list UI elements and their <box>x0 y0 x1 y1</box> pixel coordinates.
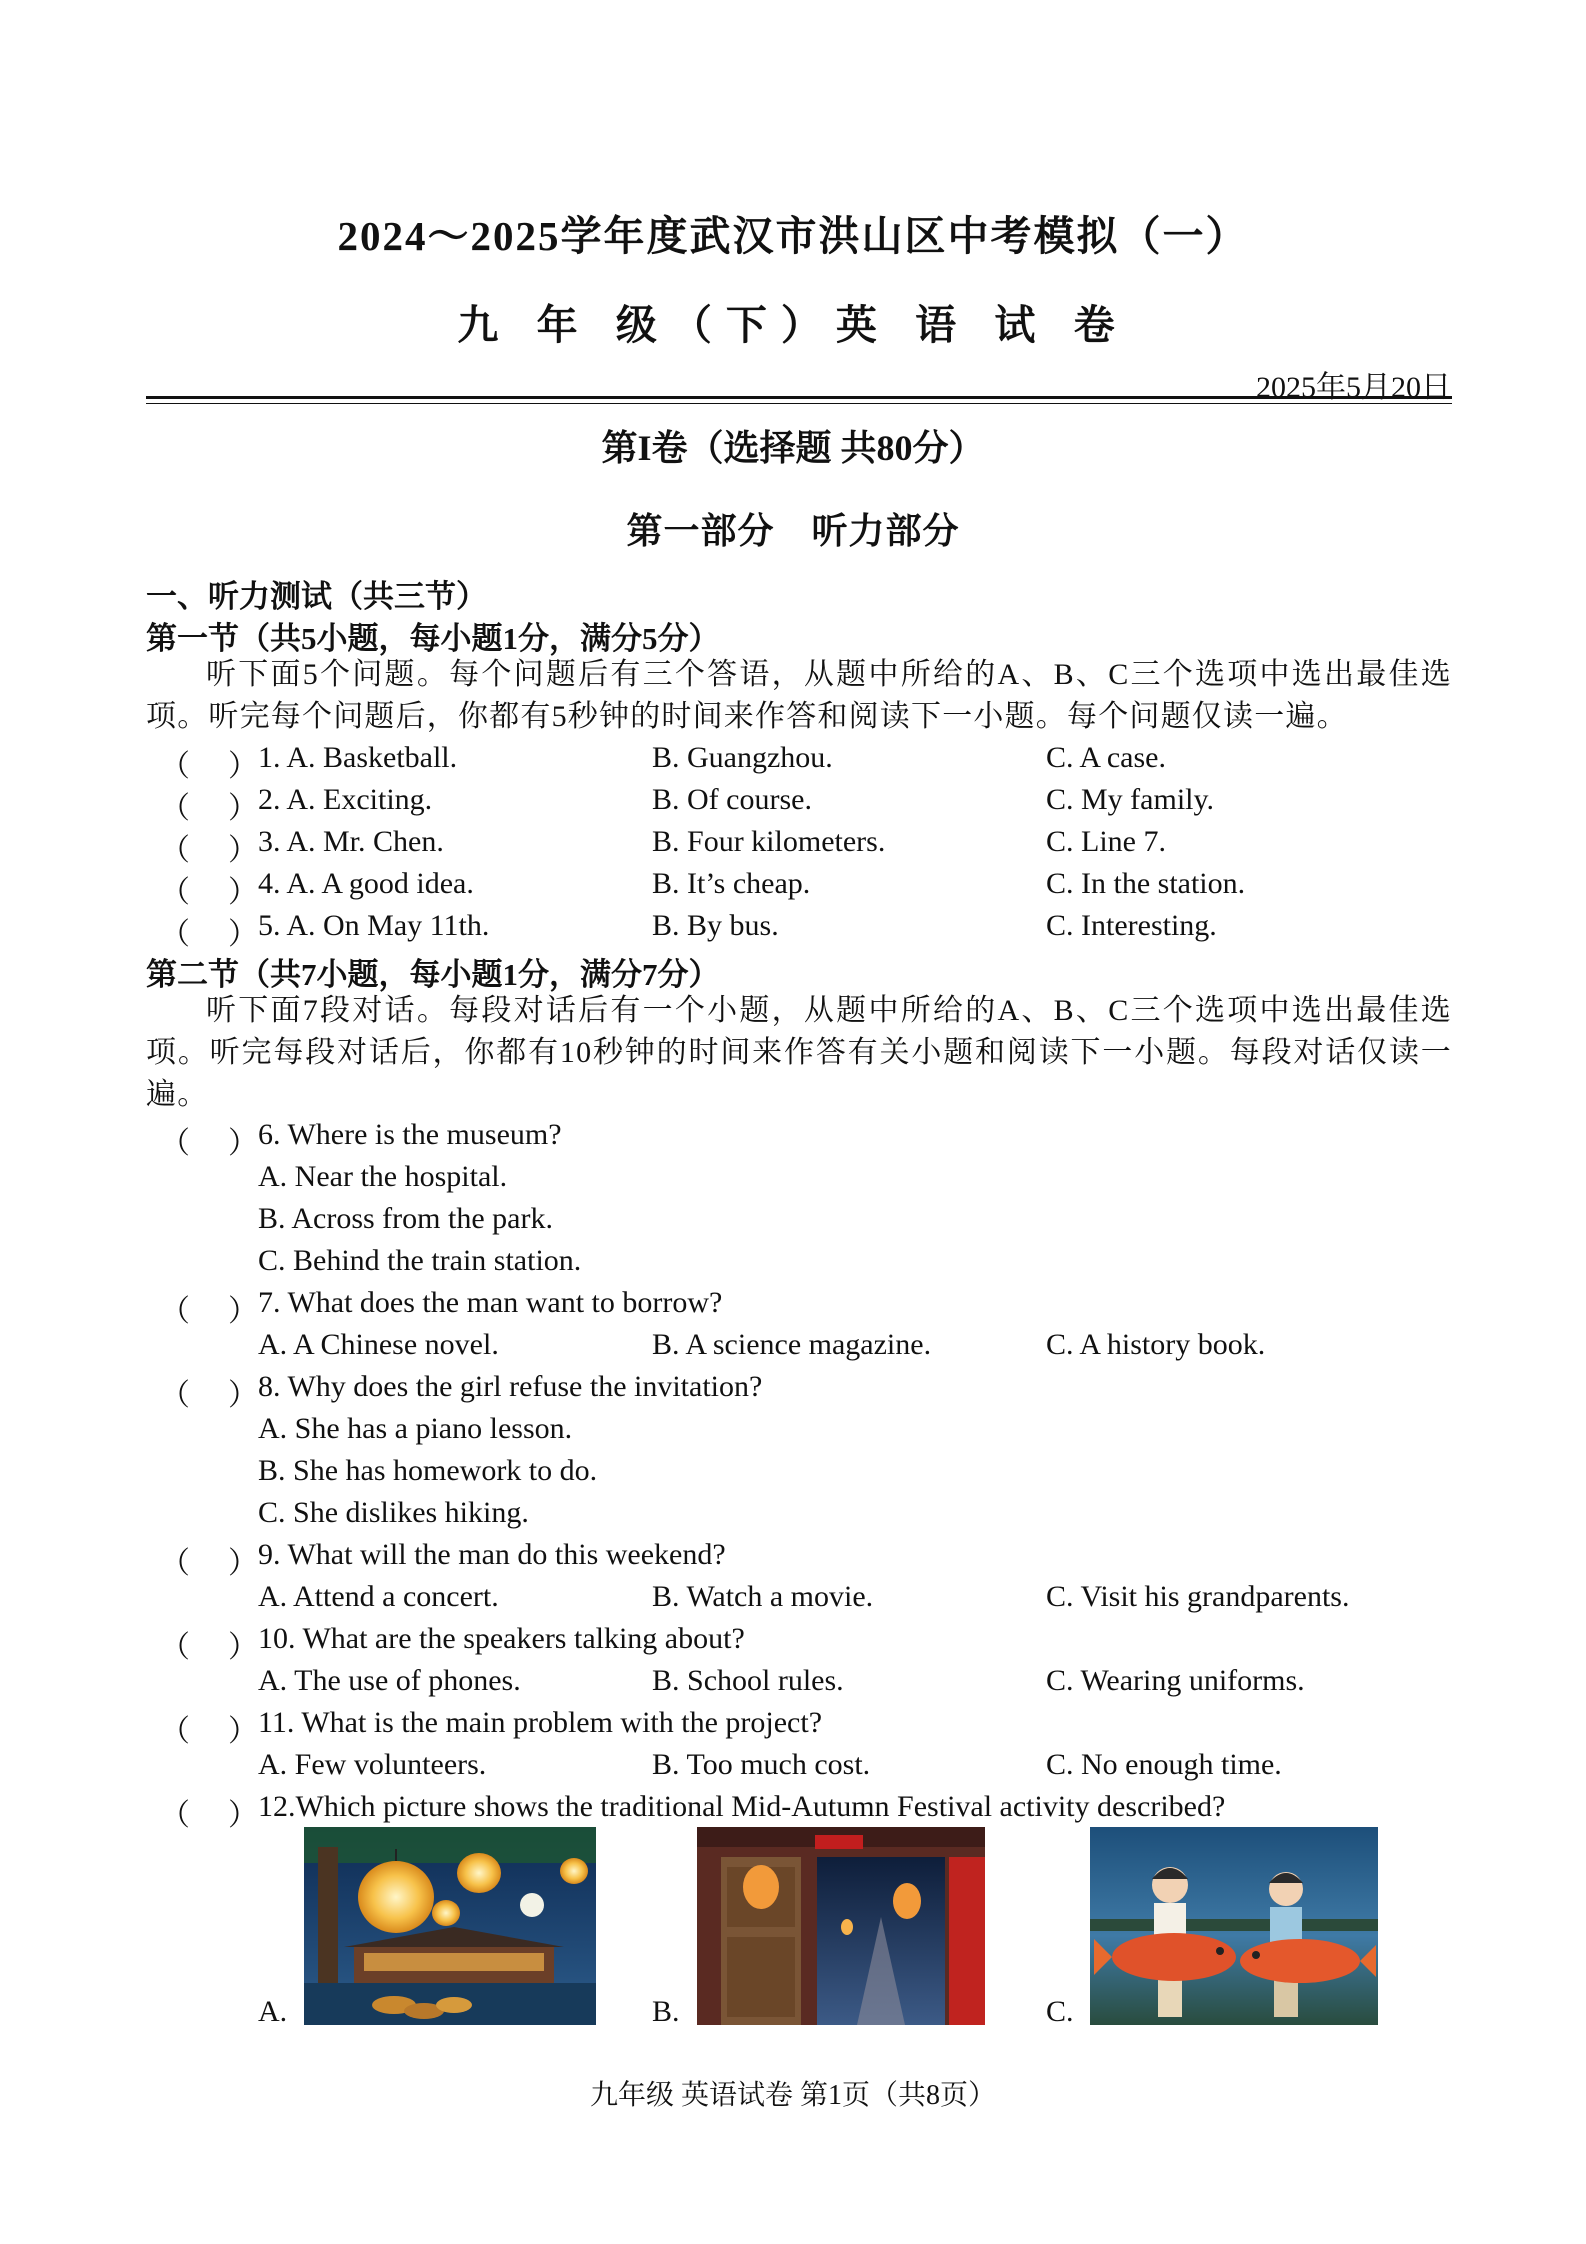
q11-option-b: B. Too much cost. <box>652 1748 871 1781</box>
q5-option-a: 5. A. On May 11th. <box>258 909 490 942</box>
sub2-heading: 第二节（共7小题，每小题1分，满分7分） <box>146 957 720 992</box>
q10-question: 10. What are the speakers talking about? <box>258 1622 745 1655</box>
q11-option-a: A. Few volunteers. <box>258 1748 487 1781</box>
q4-option-b: B. It’s cheap. <box>652 867 811 900</box>
answer-paren-open: （ <box>160 1799 190 1832</box>
answer-paren-close: ） <box>228 1127 258 1160</box>
page-footer: 九年级 英语试卷 第1页（共8页） <box>589 2080 996 2111</box>
q9-option-c: C. Visit his grandparents. <box>1046 1580 1350 1613</box>
answer-paren-close: ） <box>228 876 258 909</box>
exam-date: 2025年5月20日 <box>1256 371 1451 404</box>
q10-option-b: B. School rules. <box>652 1664 844 1697</box>
q8-option-c: C. She dislikes hiking. <box>258 1496 529 1529</box>
q10-option-c: C. Wearing uniforms. <box>1046 1664 1305 1697</box>
q2-option-a: 2. A. Exciting. <box>258 783 433 816</box>
answer-paren-close: ） <box>228 1631 258 1664</box>
q8-option-b: B. She has homework to do. <box>258 1454 598 1487</box>
answer-paren-open: （ <box>160 750 190 783</box>
q8-option-a: A. She has a piano lesson. <box>258 1412 573 1445</box>
answer-paren-open: （ <box>160 1127 190 1160</box>
answer-paren-close: ） <box>228 1715 258 1748</box>
q8-question: 8. Why does the girl refuse the invitation? <box>258 1370 763 1403</box>
answer-paren-open: （ <box>160 1715 190 1748</box>
section-heading: 一、听力测试（共三节） <box>146 579 487 614</box>
answer-paren-close: ） <box>228 1295 258 1328</box>
q12-picture-b-doorway-lanterns <box>697 1827 985 2025</box>
q7-option-c: C. A history book. <box>1046 1328 1266 1361</box>
q9-question: 9. What will the man do this weekend? <box>258 1538 726 1571</box>
answer-paren-close: ） <box>228 1547 258 1580</box>
q7-option-a: A. A Chinese novel. <box>258 1328 499 1361</box>
q3-option-c: C. Line 7. <box>1046 825 1166 858</box>
q10-option-a: A. The use of phones. <box>258 1664 521 1697</box>
q3-option-b: B. Four kilometers. <box>652 825 886 858</box>
q12-picture-a-lanterns-mooncakes <box>304 1827 596 2025</box>
q2-option-c: C. My family. <box>1046 783 1215 816</box>
sub1-heading: 第一节（共5小题，每小题1分，满分5分） <box>146 621 720 656</box>
q3-option-a: 3. A. Mr. Chen. <box>258 825 444 858</box>
q12-picture-c-kids-with-fish <box>1090 1827 1378 2025</box>
answer-paren-open: （ <box>160 1379 190 1412</box>
q6-option-a: A. Near the hospital. <box>258 1160 508 1193</box>
q12-option-a-label: A. <box>258 1995 288 2028</box>
q6-option-b: B. Across from the park. <box>258 1202 553 1235</box>
q7-question: 7. What does the man want to borrow? <box>258 1286 723 1319</box>
answer-paren-close: ） <box>228 1799 258 1832</box>
q12-question: 12.Which picture shows the traditional Mid-Autumn Festival activity described? <box>258 1790 1226 1823</box>
q1-option-c: C. A case. <box>1046 741 1166 774</box>
answer-paren-close: ） <box>228 918 258 951</box>
q11-option-c: C. No enough time. <box>1046 1748 1282 1781</box>
header-rule-thick <box>146 396 1452 399</box>
volume-title: 第I卷（选择题 共80分） <box>601 428 985 468</box>
q12-option-c-label: C. <box>1046 1995 1074 2028</box>
q5-option-b: B. By bus. <box>652 909 779 942</box>
answer-paren-open: （ <box>160 918 190 951</box>
q9-option-a: A. Attend a concert. <box>258 1580 499 1613</box>
q1-option-b: B. Guangzhou. <box>652 741 833 774</box>
answer-paren-open: （ <box>160 1547 190 1580</box>
q5-option-c: C. Interesting. <box>1046 909 1217 942</box>
answer-paren-open: （ <box>160 1631 190 1664</box>
part-title: 第一部分 听力部分 <box>626 511 960 551</box>
answer-paren-close: ） <box>228 792 258 825</box>
sub2-instruction: 听下面7段对话。每段对话后有一个小题，从题中所给的A、B、C三个选项中选出最佳选项。听完每段对话后，你都有10秒钟的时间来作答有关小题和阅读下一小题。每段对话仅读一遍。 <box>146 994 1452 1111</box>
answer-paren-close: ） <box>228 834 258 867</box>
q6-question: 6. Where is the museum? <box>258 1118 562 1151</box>
answer-paren-close: ） <box>228 750 258 783</box>
exam-title: 2024～2025学年度武汉市洪山区中考模拟（一） <box>337 213 1249 259</box>
q12-option-b-label: B. <box>652 1995 680 2028</box>
q11-question: 11. What is the main problem with the project? <box>258 1706 823 1739</box>
answer-paren-open: （ <box>160 834 190 867</box>
sub1-instruction: 听下面5个问题。每个问题后有三个答语，从题中所给的A、B、C三个选项中选出最佳选项。听完每个问题后，你都有5秒钟的时间来作答和阅读下一小题。每个问题仅读一遍。 <box>146 658 1452 733</box>
exam-subtitle: 九 年 级（下）英 语 试 卷 <box>457 302 1129 348</box>
answer-paren-open: （ <box>160 876 190 909</box>
header-rule-thin <box>146 403 1452 404</box>
answer-paren-open: （ <box>160 792 190 825</box>
q2-option-b: B. Of course. <box>652 783 812 816</box>
q6-option-c: C. Behind the train station. <box>258 1244 582 1277</box>
answer-paren-close: ） <box>228 1379 258 1412</box>
q4-option-a: 4. A. A good idea. <box>258 867 474 900</box>
q7-option-b: B. A science magazine. <box>652 1328 932 1361</box>
q1-option-a: 1. A. Basketball. <box>258 741 458 774</box>
answer-paren-open: （ <box>160 1295 190 1328</box>
q4-option-c: C. In the station. <box>1046 867 1246 900</box>
q9-option-b: B. Watch a movie. <box>652 1580 874 1613</box>
